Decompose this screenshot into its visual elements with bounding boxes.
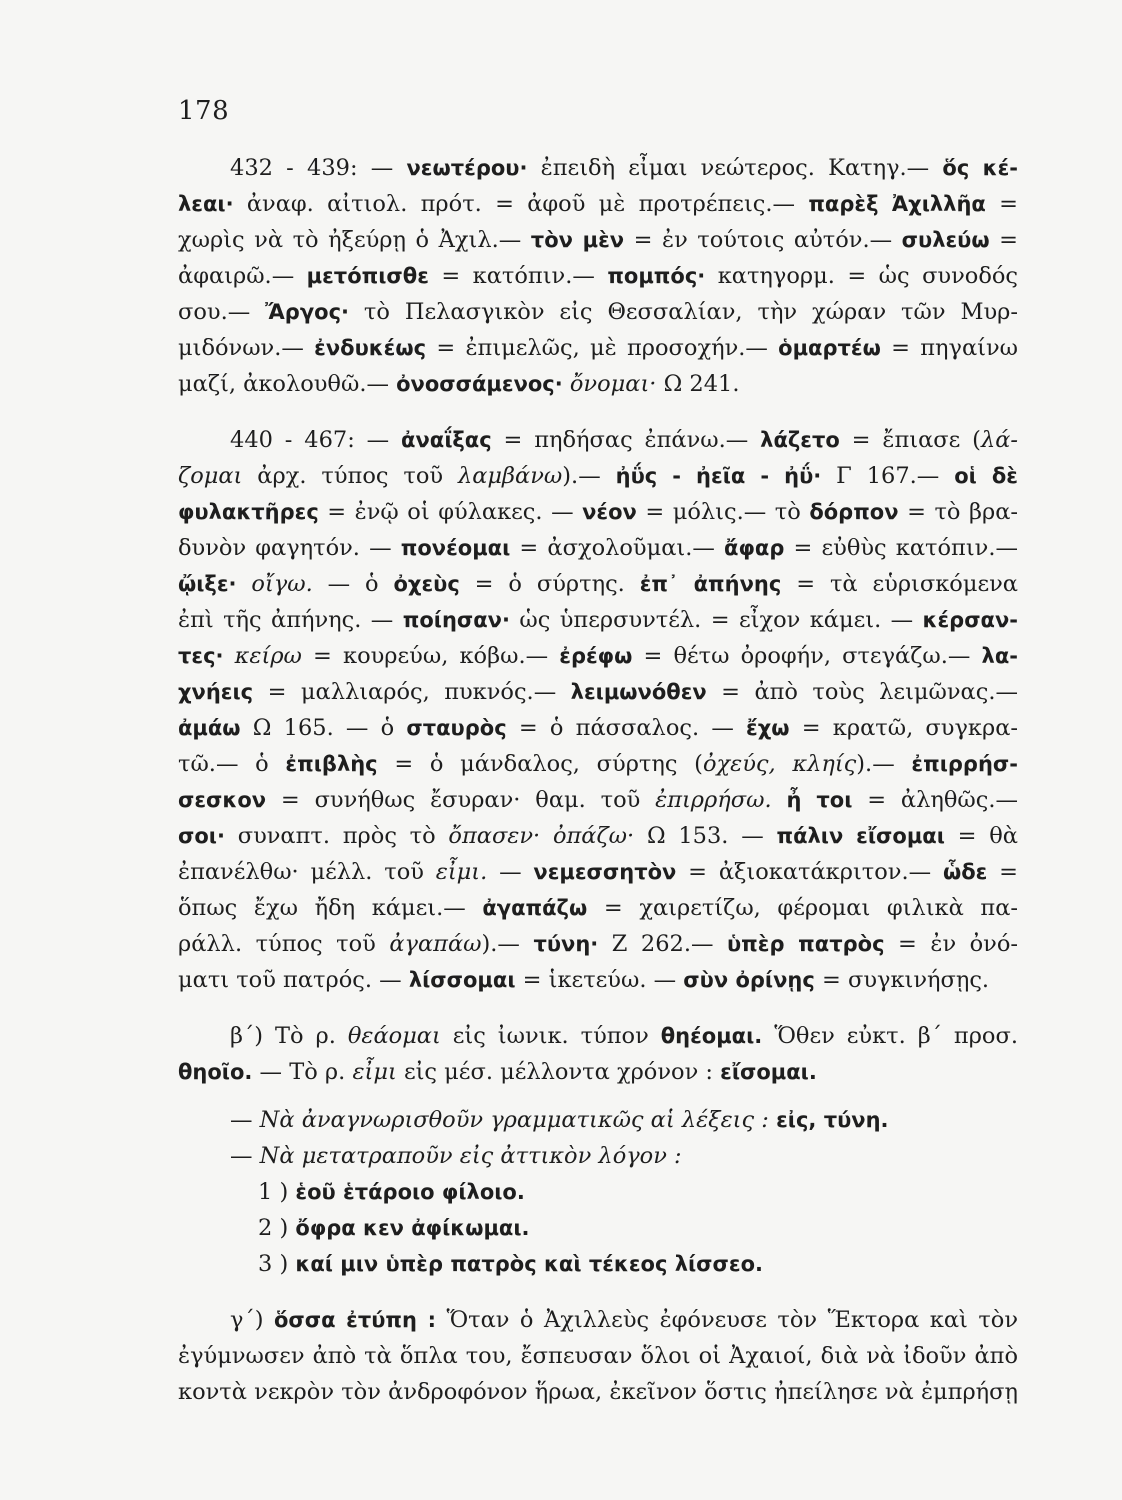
text-line [178, 150, 1018, 186]
headword: εἴσομαι. [720, 1060, 817, 1084]
body-text: Ω 153. — [634, 823, 777, 849]
body-text: ἐπειδὴ εἶμαι νεώτερος. Κατηγ.— [527, 155, 943, 181]
paragraph [178, 422, 1018, 998]
body-text: = ἐπιμελῶς, μὲ προσοχήν.— [426, 335, 779, 361]
headword: σοι· [178, 824, 225, 848]
body-text: Ὅταν ὁ Ἀχιλλεὺς ἐφόνευσε τὸν Ἕκτορα καὶ τὸν [436, 1307, 1018, 1333]
body-text: ἐγύμνωσεν ἀπὸ τὰ ὅπλα του, ἔσπευσαν ὅλοι οἱ Ἀχαιοί, διὰ νὰ ἰδοῦν ἀπὸ [178, 1343, 1018, 1369]
body-text: σου.— [178, 299, 266, 325]
body-text: Γ 167.— [821, 463, 955, 489]
body-text: συναπτ. πρὸς τὸ [224, 823, 449, 849]
headword: νεωτέρου· [406, 156, 528, 180]
body-text: ἀναφ. αἰτιολ. πρότ. = ἀφοῦ μὲ προτρέπεις.— [233, 191, 809, 217]
body-text: = μαλλιαρός, πυκνός.— [253, 679, 571, 705]
headword: πονέομαι [400, 536, 511, 560]
body-text: β´) Τὸ ρ. [230, 1023, 348, 1049]
body-text: μιδόνων.— [178, 335, 315, 361]
headword: λάζετο [760, 428, 840, 452]
page-number: 178 [178, 96, 230, 126]
text-line [178, 1102, 1018, 1138]
paragraph [178, 1302, 1018, 1410]
body-text: εἰς ἰωνικ. τύπον [440, 1023, 661, 1049]
headword: ὀνοσσάμενος· [396, 372, 563, 396]
body-text: = συνήθως ἔσυραν· θαμ. τοῦ [266, 787, 656, 813]
text-line [178, 294, 1018, 330]
body-text: κατηγορμ. = ὡς συνοδός [705, 263, 1018, 289]
italic-text: κείρω [223, 643, 302, 669]
headword: ἐνδυκέως [314, 336, 427, 360]
body-text: = μόλις.— τὸ [636, 499, 810, 525]
body-text: = ἔπιασε ( [839, 427, 981, 453]
body-text: — ὁ [312, 571, 394, 597]
headword: ἦ τοι [786, 788, 853, 812]
text-line [178, 1246, 1018, 1282]
headword: εἰς, τύνη. [768, 1108, 889, 1132]
headword: ὑπὲρ πατρὸς [727, 932, 885, 956]
headword: δόρπον [809, 500, 899, 524]
text-line [178, 1374, 1018, 1410]
body-text: = πηδήσας ἐπάνω.— [491, 427, 761, 453]
body-text: χωρὶς νὰ τὸ ἠξεύρῃ ὁ Ἀχιλ.— [178, 227, 531, 253]
headword: λα- [981, 644, 1018, 668]
text-line [178, 1210, 1018, 1246]
text-line [178, 422, 1018, 458]
body-text: 3 ) [258, 1251, 296, 1277]
text-line [178, 746, 1018, 782]
italic-text: Νὰ μετατραποῦν εἰς ἀττικὸν λόγον : [259, 1143, 682, 1169]
paragraph [178, 1018, 1018, 1090]
text-line [178, 330, 1018, 366]
headword: σταυρὸς [406, 716, 507, 740]
body-text: — [230, 1107, 260, 1133]
text-line [178, 1018, 1018, 1054]
headword: χνήεις [178, 680, 254, 704]
headword: ἀναΐξας [401, 428, 492, 452]
body-text: 440 - 467: — [230, 427, 402, 453]
body-text: — Τὸ ρ. [252, 1059, 353, 1085]
body-text: Ζ 262.— [598, 931, 727, 957]
headword: θηοῖο. [178, 1060, 253, 1084]
headword: μετόπισθε [306, 264, 429, 288]
text-line [178, 258, 1018, 294]
text-line [178, 962, 1018, 998]
headword: ἑοῦ ἑτάροιο φίλοιο. [295, 1180, 525, 1204]
body-text: = [987, 859, 1018, 885]
body-text: = εὐθὺς κατόπιν.— [784, 535, 1018, 561]
body-text: = τὸ βρα- [898, 499, 1018, 525]
headword: ὄφρα κεν ἀφίκωμαι. [295, 1216, 530, 1240]
body-text: 1 ) [258, 1179, 296, 1205]
headword: ὁμαρτέω [778, 336, 881, 360]
body-text: ).— [481, 931, 534, 957]
headword: θηέομαι. [660, 1024, 763, 1048]
text-line [178, 458, 1018, 494]
body-text: = χαιρετίζω, φέρομαι φιλικὰ πα- [587, 895, 1018, 921]
body-text: = ὁ μάνδαλος, σύρτης ( [377, 751, 703, 777]
text-line [178, 818, 1018, 854]
text-line [178, 1338, 1018, 1374]
headword: λειμωνόθεν [570, 680, 707, 704]
text-line [178, 854, 1018, 890]
text-line [178, 1174, 1018, 1210]
body-text: Ω 165. — ὁ [240, 715, 407, 741]
text-line [178, 186, 1018, 222]
body-text: = θέτω ὀροφήν, στεγάζω.— [632, 643, 982, 669]
headword: συλεύω [901, 228, 990, 252]
body-text: = συγκινήσῃς. [814, 967, 990, 993]
headword: ἐπιβλὴς [285, 752, 378, 776]
text-line [178, 890, 1018, 926]
text-line [178, 1138, 1018, 1174]
italic-text: λαμβάνω [457, 463, 563, 489]
body-text: τὸ Πελασγικὸν εἰς Θεσσαλίαν, τὴν χώραν τῶν Μυρ- [349, 299, 1018, 325]
body-text: = κουρεύω, κόβω.— [301, 643, 560, 669]
body-text: ἀφαιρῶ.— [178, 263, 307, 289]
text-line [178, 710, 1018, 746]
text-line [178, 926, 1018, 962]
italic-text: ὄπασεν· ὀπάζω· [448, 823, 635, 849]
body-text: ὅπως ἔχω ἤδη κάμει.— [178, 895, 483, 921]
body-text: = ἐνῷ οἱ φύλακες. — [318, 499, 583, 525]
text-line [178, 530, 1018, 566]
body-text: = τὰ εὑρισκόμενα [781, 571, 1018, 597]
body-text: εἰς μέσ. μέλλοντα χρόνον : [396, 1059, 721, 1085]
headword: ὧδε [942, 860, 988, 884]
headword: πάλιν εἴσομαι [776, 824, 945, 848]
headword: τὸν μὲν [530, 228, 625, 252]
headword: νέον [582, 500, 637, 524]
headword: ἠΰς - ἠεῖα - ἠΰ· [615, 464, 822, 488]
exercise-list [178, 1102, 1018, 1282]
headword: λίσσομαι [408, 968, 516, 992]
headword: λεαι· [178, 192, 234, 216]
paragraph [178, 150, 1018, 402]
body-text: ἐπὶ τῆς ἀπήνης. — [178, 607, 403, 633]
headword: σὺν ὀρίνῃς [683, 968, 815, 992]
body-text: = πηγαίνω [880, 335, 1018, 361]
body-text: γ´) [230, 1307, 274, 1333]
headword: κέρσαν- [922, 608, 1018, 632]
headword: Ἄργος· [265, 300, 349, 324]
body-text: ἀρχ. τύπος τοῦ [242, 463, 458, 489]
headword: ἄφαρ [724, 536, 785, 560]
headword: νεμεσσητὸν [533, 860, 677, 884]
italic-text: ἀγαπάω [389, 931, 482, 957]
body-text: δυνὸν φαγητόν. — [178, 535, 401, 561]
body-text: ).— [856, 751, 912, 777]
page-body [178, 150, 1018, 1410]
text-line [178, 674, 1018, 710]
body-text: ὡς ὑπερσυντέλ. = εἶχον κάμει. — [509, 607, 923, 633]
headword: ὅς κέ- [942, 156, 1018, 180]
headword: ἀγαπάζω [482, 896, 588, 920]
headword: ποίησαν· [402, 608, 510, 632]
italic-text: οἴγω. [236, 571, 313, 597]
headword: ὅσσα ἐτύπη : [273, 1308, 436, 1332]
body-text: = ἀληθῶς.— [852, 787, 1018, 813]
body-text: = ὁ πάσσαλος. — [506, 715, 747, 741]
italic-text: ζομαι [178, 463, 243, 489]
body-text: = ἀξιοκατάκριτον.— [676, 859, 943, 885]
body-text: 2 ) [258, 1215, 296, 1241]
body-text: = κατόπιν.— [428, 263, 608, 289]
body-text: = ἀσχολοῦμαι.— [510, 535, 725, 561]
text-line [178, 222, 1018, 258]
italic-text: Νὰ ἀναγνωρισθοῦν γραμματικῶς αἱ λέξεις : [259, 1107, 769, 1133]
text-line [178, 366, 1018, 402]
headword: φυλακτῆρες [178, 500, 319, 524]
headword: ἐπιρρήσ- [911, 752, 1018, 776]
body-text: = [985, 191, 1018, 217]
body-text: = ἀπὸ τοὺς λειμῶνας.— [706, 679, 1018, 705]
text-line [178, 1054, 1018, 1090]
italic-text: ὀχεύς, κληίς [702, 751, 857, 777]
body-text [772, 787, 787, 813]
italic-text: ὄνομαι· [562, 371, 657, 397]
text-line [178, 1302, 1018, 1338]
body-text: Ὅθεν εὐκτ. β´ προσ. [762, 1023, 1018, 1049]
body-text: ἐπανέλθω· μέλλ. τοῦ [178, 859, 436, 885]
body-text: = ὁ σύρτης. [459, 571, 640, 597]
body-text: = ἱκετεύω. — [515, 967, 684, 993]
body-text: 432 - 439: — [230, 155, 407, 181]
body-text: ράλλ. τύπος τοῦ [178, 931, 390, 957]
body-text: = θὰ [944, 823, 1018, 849]
headword: παρὲξ Ἀχιλλῆα [808, 192, 986, 216]
headword: ἐρέφω [559, 644, 633, 668]
italic-text: λά- [980, 427, 1018, 453]
text-line [178, 782, 1018, 818]
headword: ᾤιξε· [178, 572, 237, 596]
text-line [178, 494, 1018, 530]
headword: καί μιν ὑπὲρ πατρὸς καὶ τέκεος λίσσεο. [295, 1252, 763, 1276]
body-text: — [230, 1143, 260, 1169]
headword: ἔχω [746, 716, 790, 740]
italic-text: θεάομαι [347, 1023, 441, 1049]
body-text: = κρατῶ, συγκρα- [789, 715, 1018, 741]
headword: πομπός· [607, 264, 706, 288]
body-text: Ω 241. [656, 371, 740, 397]
body-text: ).— [562, 463, 616, 489]
body-text: ματι τοῦ πατρός. — [178, 967, 409, 993]
headword: οἱ δὲ [954, 464, 1018, 488]
headword: ὀχεὺς [393, 572, 460, 596]
body-text: = ἐν ὀνό- [884, 931, 1018, 957]
body-text: μαζί, ἀκολουθῶ.— [178, 371, 397, 397]
italic-text: εἶμι. [435, 859, 488, 885]
body-text: κοντὰ νεκρὸν τὸν ἀνδροφόνον ἥρωα, ἐκεῖνον ὅστις ἠπείλησε νὰ ἐμπρήσῃ [178, 1379, 1018, 1405]
headword: ἀμάω [178, 716, 241, 740]
italic-text: ἐπιρρήσω. [655, 787, 772, 813]
text-line [178, 638, 1018, 674]
headword: ἐπ᾽ ἀπήνης [639, 572, 782, 596]
italic-text: εἶμι [352, 1059, 397, 1085]
body-text: — [487, 859, 534, 885]
body-text: τῶ.— ὁ [178, 751, 286, 777]
text-line [178, 602, 1018, 638]
body-text: = ἐν τούτοις αὐτόν.— [624, 227, 902, 253]
headword: τύνη· [533, 932, 599, 956]
body-text: = [989, 227, 1018, 253]
text-line [178, 566, 1018, 602]
headword: σεσκον [178, 788, 267, 812]
headword: τες· [178, 644, 224, 668]
